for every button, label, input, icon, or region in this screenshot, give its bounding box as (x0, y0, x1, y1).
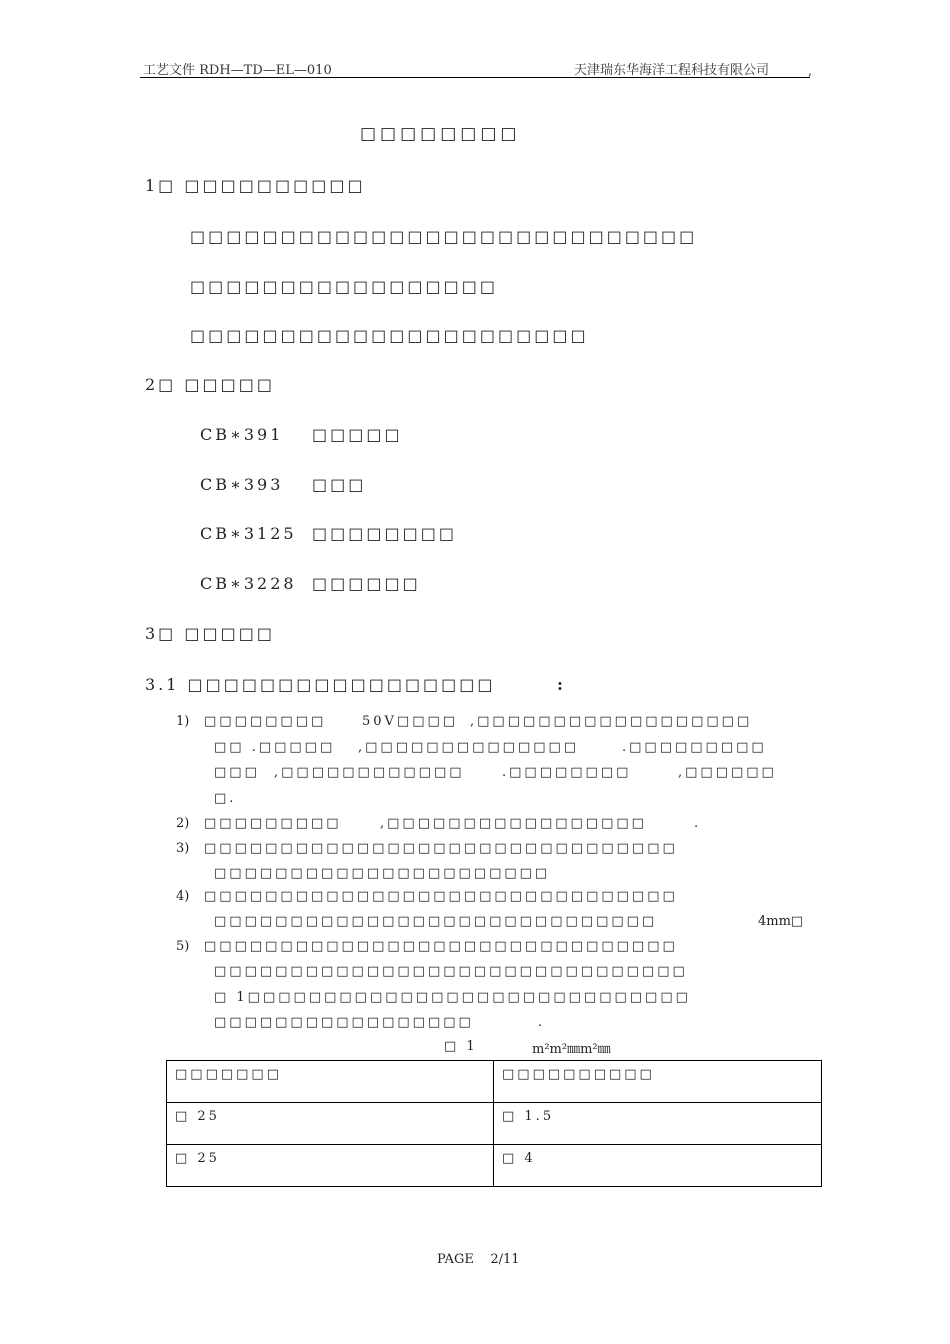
section-3-1-colon: : (557, 675, 566, 694)
item-1-text: .□□□□□□□□□ (622, 740, 767, 755)
item-5-text: □ 1□□□□□□□□□□□□□□□□□□□□□□□□□□□□□ (214, 990, 691, 1005)
item-5-text: □□□□□□□□□□□□□□□□□□□□□□□□□□□□□□□ (204, 939, 678, 954)
header-doc-code: 工艺文件 RDH—TD—EL—010 (143, 63, 332, 78)
page-number: PAGE 2/11 (437, 1252, 520, 1267)
table-cell: □ 1.5 (494, 1103, 822, 1145)
item-1-number: 1) (176, 714, 190, 729)
item-3-text: □□□□□□□□□□□□□□□□□□□□□□□□□□□□□□□ (204, 841, 678, 856)
item-1-text: □□□□□□□□ (204, 714, 327, 729)
item-5-text: □□□□□□□□□□□□□□□□□□□□□□□□□□□□□□□ (214, 964, 688, 979)
document-title: □□□□□□□□ (360, 124, 521, 144)
table-caption-units: m²m²㎜m²㎜ (532, 1042, 611, 1057)
section-1-line-2: □□□□□□□□□□□□□□□□□ (190, 277, 498, 296)
item-1-text: □□ .□□□□□ (214, 740, 336, 755)
item-5-text: □□□□□□□□□□□□□□□□□ (214, 1015, 474, 1030)
item-1-text: ,□□□□□□□□□□□□□□ (358, 740, 580, 755)
section-3-1-heading: 3.1 □□□□□□□□□□□□□□□□□ (145, 675, 496, 694)
section-2-heading: 2□ □□□□□ (145, 375, 275, 394)
item-1-text: 50V□□□□ (362, 714, 459, 729)
item-4-number: 4) (176, 889, 190, 904)
header-company-name: 天津瑞东华海洋工程科技有限公司 (574, 63, 770, 78)
item-5-number: 5) (176, 939, 190, 954)
item-1-text: □□□ (214, 765, 260, 780)
section-1-line-3: □□□□□□□□□□□□□□□□□□□□□□ (190, 326, 589, 345)
table-cell: □ 25 (167, 1145, 494, 1187)
table-row (167, 1103, 822, 1145)
item-3-number: 3) (176, 841, 190, 856)
table-row (167, 1145, 822, 1187)
table-cell: □ 4 (494, 1145, 822, 1187)
table-header-cell: □□□□□□□□□□ (494, 1061, 822, 1103)
item-1-text: ,□□□□□□□□□□□□□□□□□□ (470, 714, 753, 729)
table-caption: □ 1 (444, 1039, 478, 1054)
section-1-heading: 1□ □□□□□□□□□□ (145, 176, 366, 195)
standard-name: □□□ (312, 475, 367, 494)
item-5-text: . (538, 1015, 546, 1030)
header-mark: , (808, 64, 813, 79)
standard-name: □□□□□□□□ (312, 524, 457, 543)
standard-code: CB∗393 (200, 475, 284, 494)
standard-code: CB∗391 (200, 425, 284, 444)
item-4-text: 4mm□ (758, 914, 804, 929)
item-2-text: ,□□□□□□□□□□□□□□□□□ (380, 816, 647, 831)
standard-code: CB∗3228 (200, 574, 297, 593)
table-cell: □ 25 (167, 1103, 494, 1145)
spec-table (166, 1060, 822, 1187)
item-1-text: ,□□□□□□ (678, 765, 777, 780)
item-4-text: □□□□□□□□□□□□□□□□□□□□□□□□□□□□□ (214, 914, 658, 929)
item-4-text: □□□□□□□□□□□□□□□□□□□□□□□□□□□□□□□ (204, 889, 678, 904)
standard-name: □□□□□□ (312, 574, 421, 593)
section-1-line-1: □□□□□□□□□□□□□□□□□□□□□□□□□□□□ (190, 227, 698, 246)
item-1-text: □. (214, 791, 237, 806)
item-2-number: 2) (176, 816, 190, 831)
item-2-text: □□□□□□□□□ (204, 816, 342, 831)
item-3-text: □□□□□□□□□□□□□□□□□□□□□□ (214, 866, 551, 881)
item-1-text: .□□□□□□□□ (502, 765, 632, 780)
item-2-text: . (694, 816, 702, 831)
item-1-text: ,□□□□□□□□□□□□ (274, 765, 465, 780)
standard-code: CB∗3125 (200, 524, 297, 543)
standard-name: □□□□□ (312, 425, 403, 444)
table-header-row (167, 1061, 822, 1103)
header-rule (140, 77, 810, 78)
table-header-cell: □□□□□□□ (167, 1061, 494, 1103)
section-3-heading: 3□ □□□□□ (145, 624, 275, 643)
